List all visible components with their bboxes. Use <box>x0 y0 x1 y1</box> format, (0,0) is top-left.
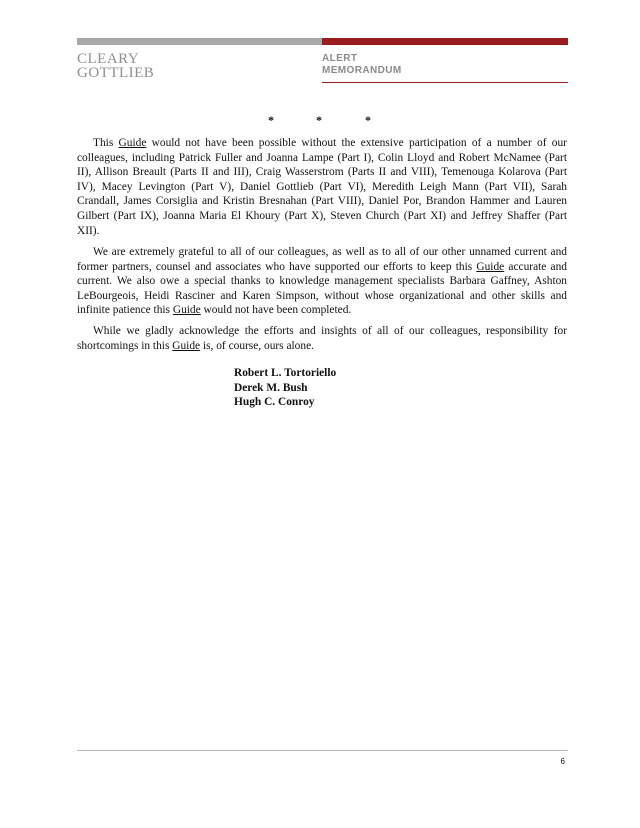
header-bar-gray <box>77 38 322 45</box>
document-type-label <box>322 53 402 77</box>
separator-star: * <box>365 113 371 127</box>
page-number: 6 <box>560 757 565 766</box>
label-line-1: ALERT <box>322 53 358 64</box>
guide-reference: Guide <box>476 260 505 273</box>
logo-line-1: CLEARY <box>77 51 140 67</box>
firm-logo <box>77 52 154 80</box>
header-rule <box>322 82 568 83</box>
signatory-name: Hugh C. Conroy <box>234 396 315 409</box>
guide-reference: Guide <box>172 304 201 317</box>
acknowledgement-paragraph-2: We are extremely grateful to all of our colleagues, as well as to all of our other unnamed current and former partners, counsel and associates who have supported our efforts to keep this Guide accurate and current. We also owe a special thanks to knowledge management specialists Barbara Gaffney, Ashton LeBourgeois, Heidi Rasciner and Karen Simpson, without whose organizational and other skills and infinite patience this Guide would not have been completed. <box>77 246 567 317</box>
label-line-2: MEMORANDUM <box>322 65 402 76</box>
logo-line-2: GOTTLIEB <box>77 65 155 81</box>
acknowledgement-paragraph-1: This Guide would not have been possible without the extensive participation of a number of our colleagues, including Patrick Fuller and Joanna Lampe (Part I), Colin Lloyd and Robert McNamee (Part II), Allison Breault (Parts II and III), Craig Wasserstrom (Parts II and VIII), Temenouga Kolarova (Part IV), Macey Levington (Part V), Daniel Gottlieb (Part VI), Meredith Leigh Mann (Part VII), Sarah Crandall, James Corsiglia and Kristin Bresnahan (Part VIII), Daniel Por, Brandon Hammer and Lauren Gilbert (Part IX), Joanna Maria El Khoury (Part X), Steven Church (Part XI) and Jeffrey Shaffer (Part XII). <box>77 137 567 237</box>
signatory-list <box>234 366 336 410</box>
guide-reference: Guide <box>172 339 201 352</box>
guide-reference: Guide <box>118 137 147 149</box>
signatory-name: Robert L. Tortoriello <box>234 367 337 379</box>
acknowledgement-paragraph-3: While we gladly acknowledge the efforts and insights of all of our colleagues, responsibility for shortcomings in this Guide is, of course, ours alone. <box>77 325 567 352</box>
header-bar-accent <box>322 38 568 45</box>
footer-rule <box>77 750 568 751</box>
signatory-name: Derek M. Bush <box>234 381 308 394</box>
separator-star: * <box>268 113 274 127</box>
separator-star: * <box>316 113 322 127</box>
